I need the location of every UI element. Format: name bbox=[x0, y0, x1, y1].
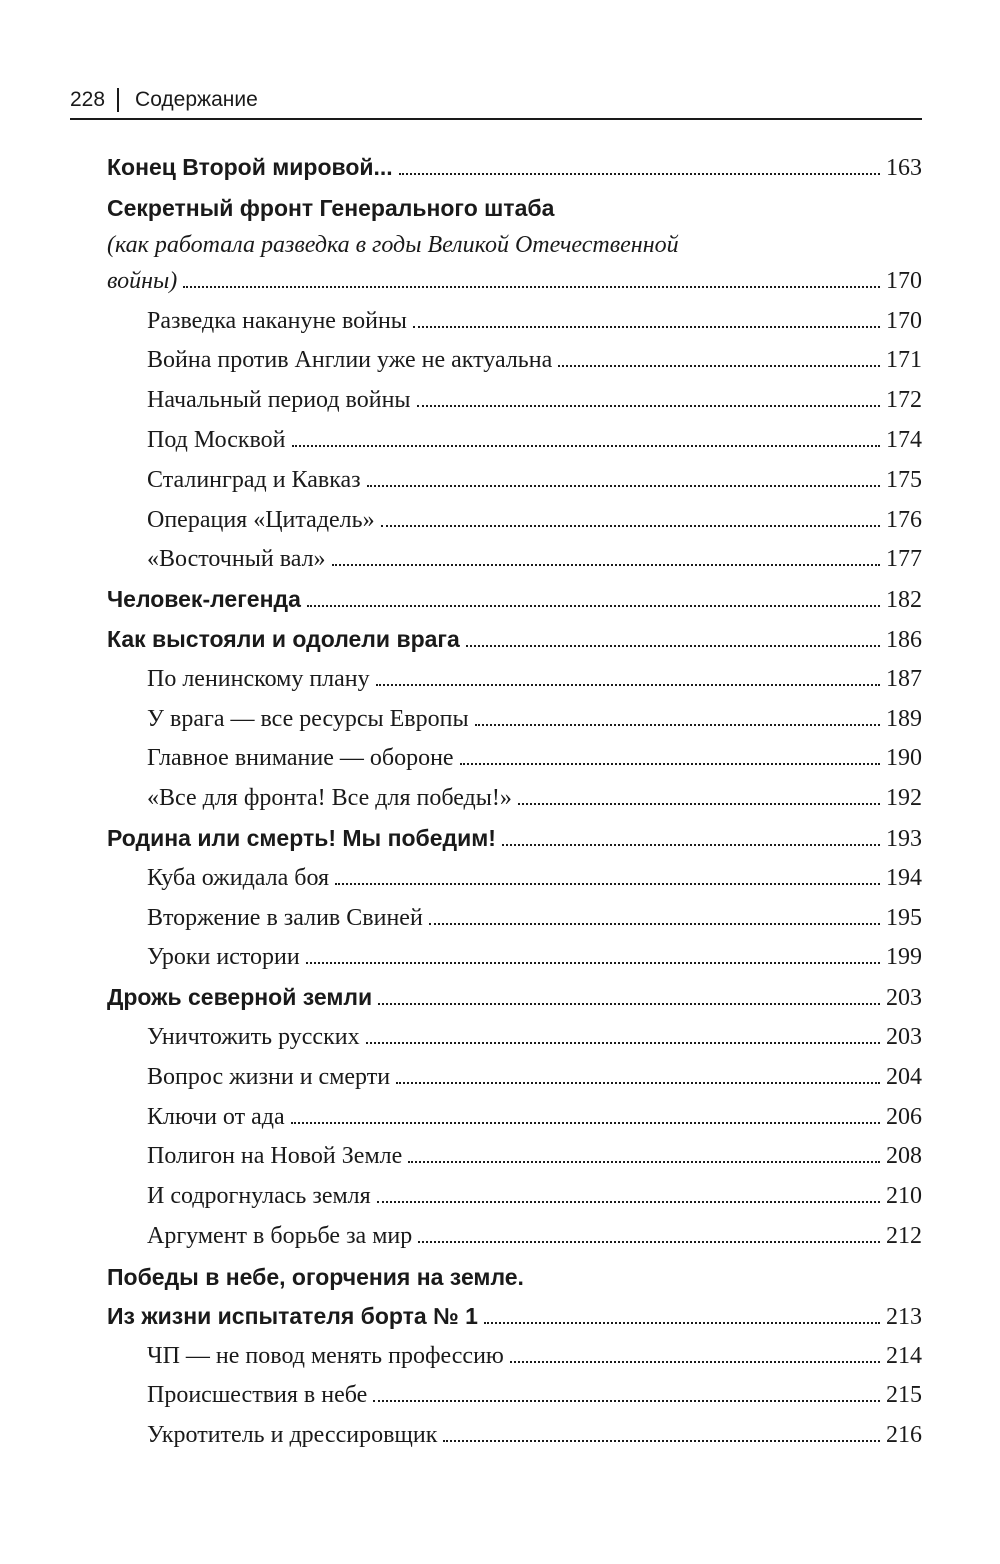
toc-entry-title: Полигон на Новой Земле bbox=[147, 1143, 403, 1170]
toc-entry-page: 176 bbox=[886, 506, 922, 533]
toc-section-entry bbox=[107, 779, 922, 819]
toc-entry-title: Аргумент в борьбе за мир bbox=[147, 1222, 413, 1249]
dot-leader bbox=[307, 605, 880, 607]
toc-entry-title: Куба ожидала боя bbox=[147, 864, 330, 891]
toc-section-entry bbox=[107, 381, 922, 421]
toc-entry-title: Уничтожить русских bbox=[147, 1023, 360, 1050]
toc-entry-page: 171 bbox=[886, 347, 922, 374]
dot-leader bbox=[417, 405, 880, 407]
toc-entry-title: Вопрос жизни и смерти bbox=[147, 1063, 391, 1090]
toc-section-entry bbox=[107, 341, 922, 381]
toc-entry-page: 187 bbox=[886, 665, 922, 692]
toc-chapter-entry bbox=[107, 580, 922, 620]
toc-section-entry bbox=[107, 899, 922, 939]
toc-section-entry bbox=[107, 302, 922, 342]
toc-entry-title: Начальный период войны bbox=[147, 387, 411, 414]
dot-leader bbox=[376, 684, 880, 686]
toc-entry-page: 193 bbox=[886, 825, 922, 852]
header-separator bbox=[117, 88, 119, 112]
dot-leader bbox=[418, 1241, 880, 1243]
toc-entry-page: 212 bbox=[886, 1222, 922, 1249]
toc-entry-title: Родина или смерть! Мы победим! bbox=[107, 824, 496, 851]
toc-entry-page: 199 bbox=[886, 944, 922, 971]
page-number: 228 bbox=[70, 88, 106, 111]
toc-chapter-title: Секретный фронт Генерального штаба bbox=[107, 194, 555, 221]
toc-entry-page: 206 bbox=[886, 1103, 922, 1130]
toc-entry-page: 163 bbox=[886, 155, 922, 181]
dot-leader bbox=[396, 1082, 880, 1084]
dot-leader bbox=[332, 564, 880, 566]
toc-chapter-entry bbox=[107, 1297, 922, 1337]
dot-leader bbox=[558, 365, 880, 367]
dot-leader bbox=[502, 844, 880, 846]
toc-entry-page: 216 bbox=[886, 1422, 922, 1449]
toc-entry-page: 177 bbox=[886, 546, 922, 573]
toc-entry-page: 175 bbox=[886, 466, 922, 493]
toc-entry-title: Вторжение в залив Свиней bbox=[147, 904, 423, 931]
toc-entry-title: Человек-легенда bbox=[107, 586, 301, 613]
toc-entry-page: 210 bbox=[886, 1183, 922, 1210]
toc-entry-page: 215 bbox=[886, 1382, 922, 1409]
toc-chapter-subtitle: (как работала разведка в годы Великой Отечественной bbox=[107, 231, 679, 258]
toc-chapter-entry bbox=[107, 819, 922, 859]
toc-entry-title: Как выстояли и одолели врага bbox=[107, 625, 460, 652]
dot-leader bbox=[373, 1400, 880, 1402]
dot-leader bbox=[460, 763, 880, 765]
toc-entry-page: 203 bbox=[886, 1023, 922, 1050]
toc-entry-page: 190 bbox=[886, 745, 922, 772]
toc-section-entry bbox=[107, 540, 922, 580]
toc-chapter-entry bbox=[107, 148, 922, 188]
toc-entry-title: Дрожь северной земли bbox=[107, 984, 373, 1011]
toc-section-entry bbox=[107, 1018, 922, 1058]
running-title: Содержание bbox=[135, 88, 258, 111]
toc-entry-title: «Все для фронта! Все для победы!» bbox=[147, 785, 512, 812]
dot-leader bbox=[443, 1440, 880, 1442]
toc-entry-page: 174 bbox=[886, 426, 922, 453]
page-header bbox=[70, 82, 922, 120]
toc-entry-title: И содрогнулась земля bbox=[147, 1183, 371, 1210]
dot-leader bbox=[518, 803, 880, 805]
toc-entry-title: Война против Англии уже не актуальна bbox=[147, 347, 553, 374]
dot-leader bbox=[510, 1361, 880, 1363]
toc-entry-page: 182 bbox=[886, 587, 922, 614]
toc-entry-page: 204 bbox=[886, 1063, 922, 1090]
toc-entry-page: 170 bbox=[886, 267, 922, 294]
toc-section-entry bbox=[107, 1137, 922, 1177]
toc-entry-title: Ключи от ада bbox=[147, 1103, 285, 1130]
toc-section-entry bbox=[107, 739, 922, 779]
toc-entry-title: Под Москвой bbox=[147, 426, 286, 453]
dot-leader bbox=[306, 962, 880, 964]
dot-leader bbox=[378, 1003, 880, 1005]
toc-entry-page: 170 bbox=[886, 307, 922, 334]
toc-section-entry bbox=[107, 1337, 922, 1377]
toc-chapter-entry bbox=[107, 620, 922, 660]
toc-entry-title: Сталинград и Кавказ bbox=[147, 466, 361, 493]
toc-entry-page: 208 bbox=[886, 1143, 922, 1170]
toc-entry-title: Происшествия в небе bbox=[147, 1382, 368, 1409]
toc-entry-title: Укротитель и дрессировщик bbox=[147, 1422, 438, 1449]
toc-section-entry bbox=[107, 859, 922, 899]
dot-leader bbox=[475, 724, 880, 726]
toc-section-entry bbox=[107, 1098, 922, 1138]
dot-leader bbox=[335, 883, 880, 885]
toc-entry-title: Из жизни испытателя борта № 1 bbox=[107, 1302, 478, 1329]
toc-section-entry bbox=[107, 1177, 922, 1217]
toc-entry-page: 195 bbox=[886, 904, 922, 931]
toc-section-entry bbox=[107, 461, 922, 501]
toc-entry-title: Главное внимание — обороне bbox=[147, 745, 454, 772]
toc-section-entry bbox=[107, 501, 922, 541]
dot-leader bbox=[399, 173, 880, 175]
toc-entry-title: «Восточный вал» bbox=[147, 546, 326, 573]
toc-entry-page: 189 bbox=[886, 705, 922, 732]
toc-chapter-subtitle-end bbox=[107, 262, 922, 302]
toc-entry-page: 214 bbox=[886, 1342, 922, 1369]
toc-entry-page: 192 bbox=[886, 785, 922, 812]
dot-leader bbox=[429, 923, 880, 925]
toc-chapter-title: Победы в небе, огорчения на земле. bbox=[107, 1263, 524, 1290]
toc-section-entry bbox=[107, 700, 922, 740]
toc-section-entry bbox=[107, 660, 922, 700]
table-of-contents bbox=[107, 148, 922, 1456]
dot-leader bbox=[466, 645, 880, 647]
toc-section-entry bbox=[107, 1416, 922, 1456]
dot-leader bbox=[366, 1042, 880, 1044]
toc-section-entry bbox=[107, 938, 922, 978]
dot-leader bbox=[367, 485, 880, 487]
toc-entry-title: Уроки истории bbox=[147, 944, 300, 971]
dot-leader bbox=[484, 1322, 880, 1324]
toc-entry-page: 186 bbox=[886, 626, 922, 653]
dot-leader bbox=[291, 1122, 880, 1124]
toc-entry-page: 213 bbox=[886, 1303, 922, 1330]
dot-leader bbox=[381, 525, 880, 527]
toc-entry-title: У врага — все ресурсы Европы bbox=[147, 705, 469, 732]
toc-entry-page: 203 bbox=[886, 985, 922, 1012]
toc-entry-title: войны) bbox=[107, 267, 178, 294]
toc-entry-title: По ленинскому плану bbox=[147, 665, 370, 692]
toc-section-entry bbox=[107, 1376, 922, 1416]
dot-leader bbox=[408, 1161, 880, 1163]
toc-entry-page: 194 bbox=[886, 864, 922, 891]
dot-leader bbox=[413, 326, 880, 328]
dot-leader bbox=[292, 445, 880, 447]
toc-entry-page: 172 bbox=[886, 387, 922, 414]
toc-section-entry bbox=[107, 1217, 922, 1257]
toc-entry-title: ЧП — не повод менять профессию bbox=[147, 1342, 504, 1369]
toc-section-entry bbox=[107, 421, 922, 461]
dot-leader bbox=[377, 1201, 880, 1203]
toc-entry-title: Конец Второй мировой... bbox=[107, 154, 393, 180]
toc-entry-title: Разведка накануне войны bbox=[147, 307, 407, 334]
toc-section-entry bbox=[107, 1058, 922, 1098]
toc-entry-title: Операция «Цитадель» bbox=[147, 506, 375, 533]
toc-chapter-entry bbox=[107, 978, 922, 1018]
dot-leader bbox=[183, 286, 880, 288]
